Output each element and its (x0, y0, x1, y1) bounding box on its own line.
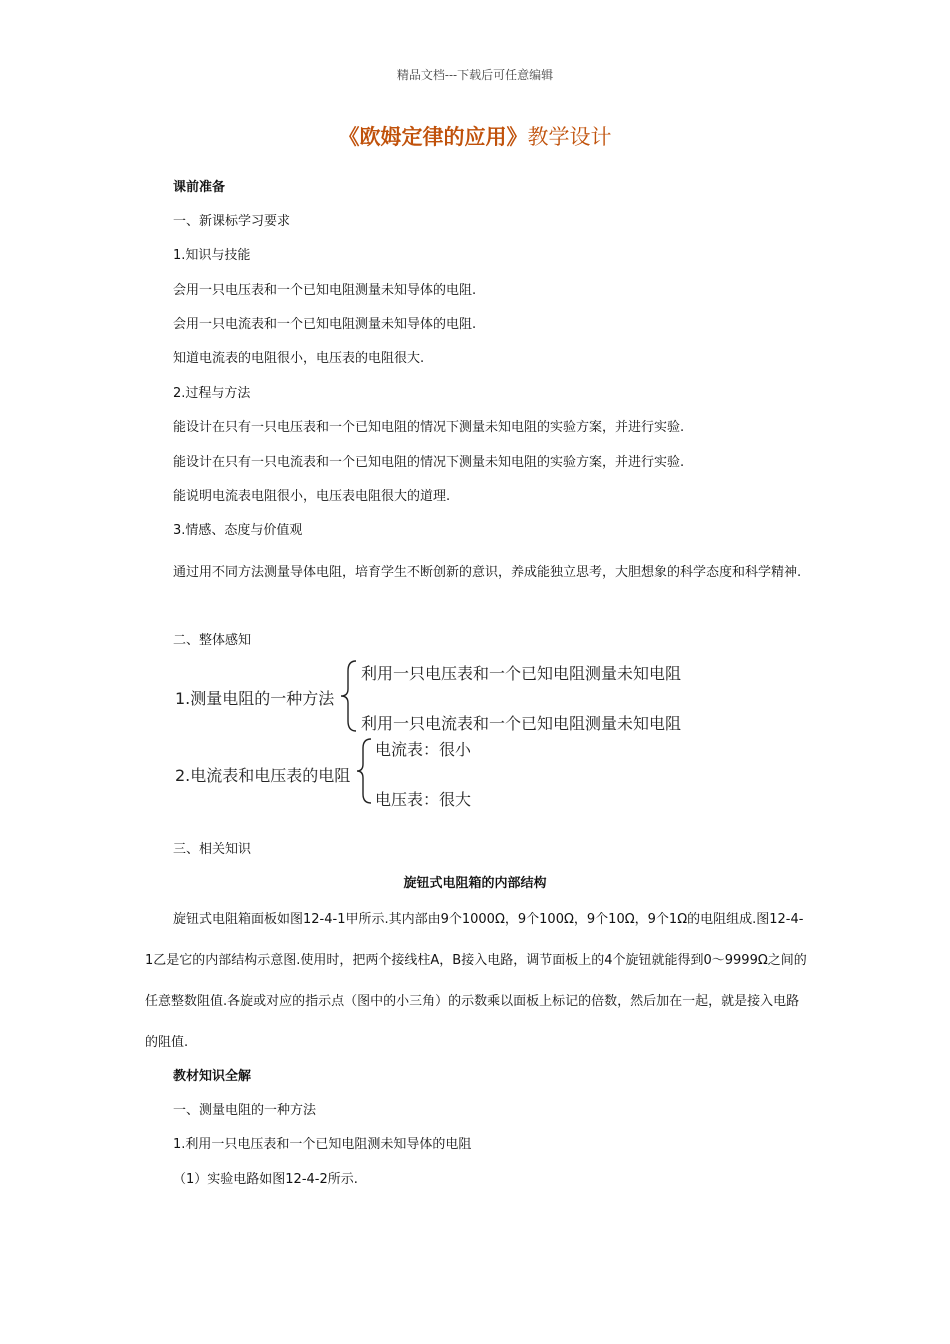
subsection-1-1: 1.知识与技能 (173, 248, 251, 263)
concept-map-item: 利用一只电流表和一个已知电阻测量未知电阻 (361, 714, 682, 733)
concept-map-label-1: 1.测量电阻的一种方法 (175, 689, 335, 708)
section-3-heading: 三、相关知识 (173, 842, 252, 857)
text-line: 能设计在只有一只电流表和一个已知电阻的情况下测量未知电阻的实验方案，并进行实验. (173, 455, 685, 470)
concept-map-item: 电压表：很大 (375, 790, 472, 809)
paragraph-attitude: 通过用不同方法测量导体电阻，培育学生不断创新的意识，养成能独立思考，大胆想象的科学态度和科学精神. (173, 565, 802, 580)
text-line: 能说明电流表电阻很小，电压表电阻很大的道理. (173, 489, 451, 504)
subtitle: 旋钮式电阻箱的内部结构 (403, 876, 547, 891)
text-line: 知道电流表的电阻很小，电压表的电阻很大. (173, 351, 425, 366)
subsection-1-2: 2.过程与方法 (173, 386, 251, 401)
text-line: （1）实验电路如图12-4-2所示. (173, 1172, 358, 1187)
section-2-heading: 二、整体感知 (173, 633, 252, 648)
title-main: 《欧姆定律的应用》 (338, 125, 528, 149)
page-title (0, 121, 950, 151)
text-line: 一、测量电阻的一种方法 (173, 1103, 317, 1118)
text-line: 会用一只电压表和一个已知电阻测量未知导体的电阻. (173, 283, 477, 298)
section-1-heading: 一、新课标学习要求 (173, 214, 291, 229)
brace-icon (354, 737, 374, 805)
textbook-heading: 教材知识全解 (173, 1069, 252, 1084)
page-header: 精品文档---下载后可任意编辑 (396, 68, 554, 82)
title-rest: 教学设计 (527, 125, 612, 149)
text-line: 会用一只电流表和一个已知电阻测量未知导体的电阻. (173, 317, 477, 332)
concept-map-label-2: 2.电流表和电压表的电阻 (175, 766, 351, 785)
text-line: 能设计在只有一只电压表和一个已知电阻的情况下测量未知电阻的实验方案，并进行实验. (173, 420, 685, 435)
concept-map-item: 利用一只电压表和一个已知电阻测量未知电阻 (361, 664, 682, 683)
concept-map-item: 电流表：很小 (375, 740, 472, 759)
brace-icon (338, 659, 360, 733)
prep-heading: 课前准备 (173, 180, 226, 195)
text-line: 1.利用一只电压表和一个已知电阻测未知导体的电阻 (173, 1137, 472, 1152)
subsection-1-3: 3.情感、态度与价值观 (173, 523, 303, 538)
paragraph-resistance-box: 旋钮式电阻箱面板如图12-4-1甲所示.其内部由9个1000Ω，9个100Ω，9个10Ω，9个1Ω的电阻组成.图12-4-1乙是它的内部结构示意图.使用时，把两个接线柱A，B接入电路，调节面板上的4个旋钮就能得到0～9999Ω之间的任意整数阻值.各旋或对应的指示点（图中的小三角）的示数乘以面板上标记的倍数，然后加在一起，就是接入电路的阻值. (145, 912, 807, 1050)
